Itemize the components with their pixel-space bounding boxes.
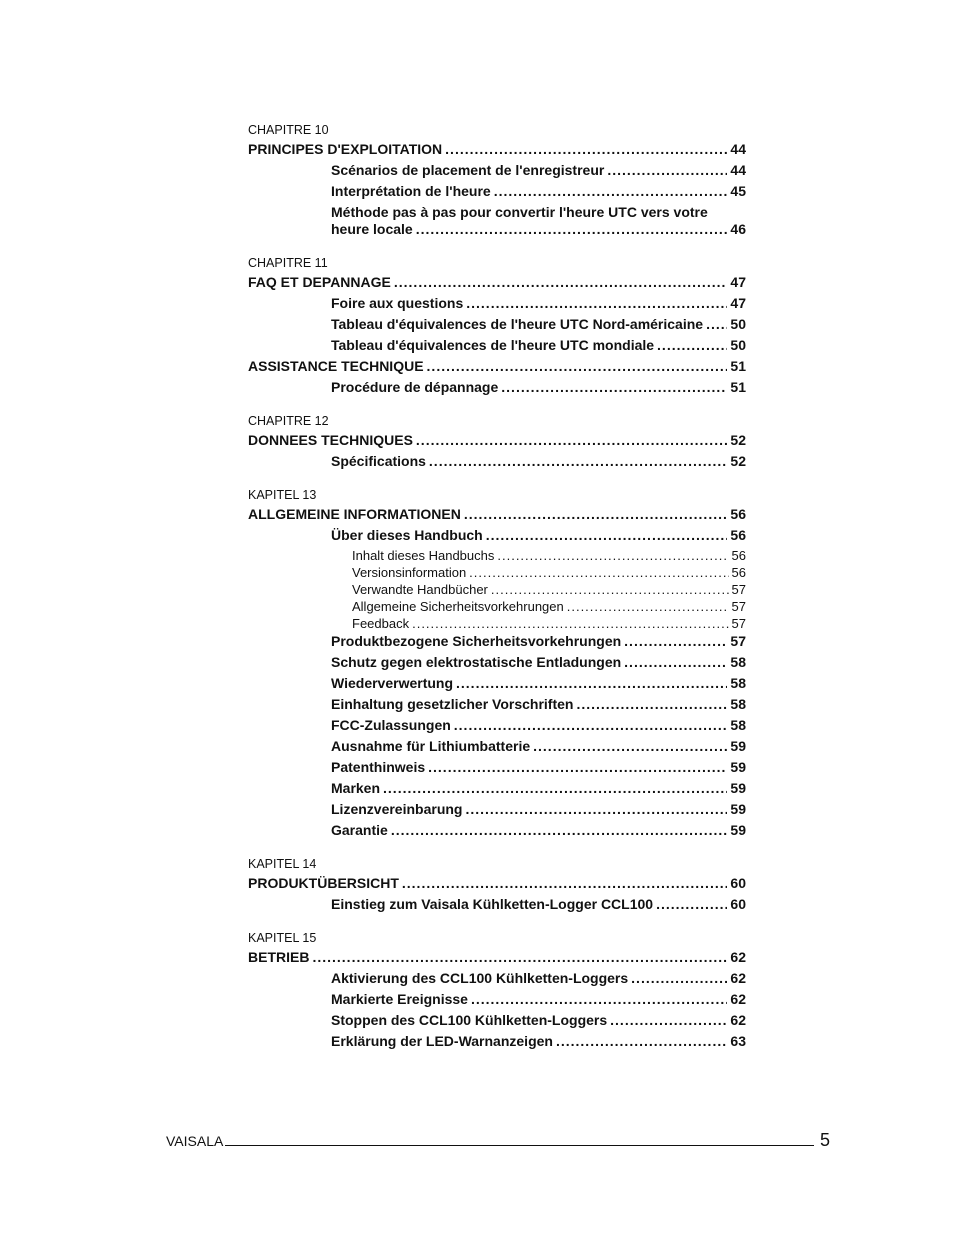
toc-chapter xyxy=(248,487,746,839)
dot-leader xyxy=(607,162,727,179)
dot-leader xyxy=(491,582,729,597)
dot-leader xyxy=(466,295,727,312)
chapter-label: KAPITEL 13 xyxy=(248,488,317,502)
toc-entry-title: Erklärung der LED-Warnanzeigen xyxy=(331,1033,553,1049)
toc-entry[interactable] xyxy=(331,738,746,755)
toc-entry[interactable] xyxy=(352,565,746,580)
toc-entry-page: 60 xyxy=(730,875,746,891)
toc-entry[interactable] xyxy=(331,822,746,839)
toc-entry-page: 57 xyxy=(731,599,746,614)
toc-entry-page: 59 xyxy=(730,780,746,796)
toc-entry-page: 52 xyxy=(730,453,746,469)
toc-entry[interactable] xyxy=(352,582,746,597)
toc-entry-title: Scénarios de placement de l'enregistreur xyxy=(331,162,605,178)
toc-entry-page: 47 xyxy=(730,274,746,290)
toc-entry[interactable] xyxy=(248,274,746,291)
toc-entry-title: Aktivierung des CCL100 Kühlketten-Loggers xyxy=(331,970,629,986)
page-footer xyxy=(166,1130,830,1151)
toc-entry-title: heure locale xyxy=(331,221,413,237)
dot-leader xyxy=(631,970,727,987)
toc-entry[interactable] xyxy=(248,506,746,523)
dot-leader xyxy=(416,221,728,238)
toc-entry-page: 58 xyxy=(730,696,746,712)
chapter-label: KAPITEL 14 xyxy=(248,857,317,871)
toc-entry[interactable] xyxy=(248,949,746,966)
dot-leader xyxy=(312,949,727,966)
toc-entry-page: 45 xyxy=(730,183,746,199)
dot-leader xyxy=(556,1033,727,1050)
toc-entry-title: Über dieses Handbuch xyxy=(331,527,483,543)
toc-entry-page: 47 xyxy=(730,295,746,311)
toc-entry[interactable] xyxy=(331,162,746,179)
dot-leader xyxy=(464,506,728,523)
toc-entry-page: 51 xyxy=(730,379,746,395)
toc-entry-page: 56 xyxy=(730,527,746,543)
dot-leader xyxy=(456,675,727,692)
toc-entry-page: 60 xyxy=(730,896,746,912)
toc-chapter xyxy=(248,413,746,470)
toc-entry[interactable] xyxy=(331,717,746,734)
table-of-contents xyxy=(248,122,746,1067)
toc-entry-page: 44 xyxy=(730,141,746,157)
toc-entry-page: 56 xyxy=(731,565,746,580)
toc-entry[interactable] xyxy=(331,696,746,713)
toc-entry-page: 62 xyxy=(730,1012,746,1028)
toc-entry-title: Procédure de dépannage xyxy=(331,379,499,395)
toc-entry[interactable] xyxy=(352,599,746,614)
toc-entry-title: FAQ ET DEPANNAGE xyxy=(248,274,391,290)
dot-leader xyxy=(465,801,727,818)
toc-entry[interactable] xyxy=(352,616,746,631)
toc-entry-page: 62 xyxy=(730,991,746,1007)
toc-entry-page: 57 xyxy=(730,633,746,649)
toc-entry-page: 57 xyxy=(731,582,746,597)
toc-entry-title: Versionsinformation xyxy=(352,565,467,580)
toc-entry[interactable] xyxy=(331,654,746,671)
toc-entry-title: Produktbezogene Sicherheitsvorkehrungen xyxy=(331,633,622,649)
toc-entry-page: 56 xyxy=(730,506,746,522)
dot-leader xyxy=(657,337,727,354)
toc-entry-title: Patenthinweis xyxy=(331,759,426,775)
chapter-label: CHAPITRE 10 xyxy=(248,123,329,137)
toc-entry[interactable] xyxy=(331,183,746,200)
toc-chapter xyxy=(248,856,746,913)
toc-entry-page: 62 xyxy=(730,970,746,986)
dot-leader xyxy=(402,875,728,892)
dot-leader xyxy=(533,738,727,755)
toc-entry[interactable] xyxy=(331,780,746,797)
toc-entry-page: 56 xyxy=(731,548,746,563)
toc-entry[interactable] xyxy=(331,221,746,238)
toc-entry-title: Foire aux questions xyxy=(331,295,464,311)
toc-entry[interactable] xyxy=(331,633,746,650)
dot-leader xyxy=(656,896,727,913)
toc-entry-page: 59 xyxy=(730,801,746,817)
toc-entry[interactable] xyxy=(248,141,746,158)
toc-entry-page: 58 xyxy=(730,654,746,670)
toc-entry-page: 51 xyxy=(730,358,746,374)
dot-leader xyxy=(469,565,728,580)
toc-entry[interactable] xyxy=(331,675,746,692)
chapter-label: KAPITEL 15 xyxy=(248,931,317,945)
dot-leader xyxy=(706,316,727,333)
dot-leader xyxy=(576,696,727,713)
toc-entry-page: 59 xyxy=(730,759,746,775)
toc-entry-title: Tableau d'équivalences de l'heure UTC mondiale xyxy=(331,337,655,353)
toc-entry[interactable] xyxy=(331,991,746,1008)
toc-chapter xyxy=(248,930,746,1050)
toc-entry[interactable] xyxy=(331,1012,746,1029)
toc-entry-title: BETRIEB xyxy=(248,949,310,965)
toc-entry-title-line1: Méthode pas à pas pour convertir l'heure UTC vers votre xyxy=(331,204,708,220)
toc-entry[interactable] xyxy=(331,337,746,354)
toc-entry-title: ASSISTANCE TECHNIQUE xyxy=(248,358,424,374)
dot-leader xyxy=(497,548,728,563)
dot-leader xyxy=(567,599,729,614)
toc-entry-title: Spécifications xyxy=(331,453,426,469)
toc-entry[interactable] xyxy=(331,295,746,312)
toc-entry[interactable] xyxy=(331,379,746,396)
toc-entry-title: Stoppen des CCL100 Kühlketten-Loggers xyxy=(331,1012,608,1028)
dot-leader xyxy=(501,379,727,396)
toc-entry[interactable] xyxy=(331,527,746,544)
dot-leader xyxy=(412,616,728,631)
dot-leader xyxy=(391,822,728,839)
dot-leader xyxy=(494,183,728,200)
toc-entry-multiline[interactable] xyxy=(331,204,746,238)
toc-entry-title: Ausnahme für Lithiumbatterie xyxy=(331,738,531,754)
footer-company: VAISALA xyxy=(166,1133,224,1149)
dot-leader xyxy=(429,453,728,470)
dot-leader xyxy=(486,527,728,544)
toc-entry[interactable] xyxy=(331,316,746,333)
toc-entry-title: Einstieg zum Vaisala Kühlketten-Logger CCL100 xyxy=(331,896,654,912)
toc-entry[interactable] xyxy=(331,759,746,776)
toc-entry[interactable] xyxy=(248,358,746,375)
toc-entry-page: 52 xyxy=(730,432,746,448)
dot-leader xyxy=(624,654,727,671)
toc-entry[interactable] xyxy=(331,801,746,818)
dot-leader xyxy=(427,358,728,375)
toc-entry[interactable] xyxy=(331,970,746,987)
toc-entry-page: 57 xyxy=(731,616,746,631)
toc-entry-page: 59 xyxy=(730,822,746,838)
toc-entry[interactable] xyxy=(331,453,746,470)
dot-leader xyxy=(445,141,727,158)
toc-entry-title: PRODUKTÜBERSICHT xyxy=(248,875,399,891)
dot-leader xyxy=(428,759,727,776)
dot-leader xyxy=(454,717,728,734)
toc-entry-title: Lizenzvereinbarung xyxy=(331,801,463,817)
toc-entry-title: Marken xyxy=(331,780,381,796)
toc-entry-page: 58 xyxy=(730,717,746,733)
dot-leader xyxy=(394,274,728,291)
toc-entry[interactable] xyxy=(331,896,746,913)
toc-chapter xyxy=(248,255,746,396)
dot-leader xyxy=(471,991,727,1008)
toc-entry-title: FCC-Zulassungen xyxy=(331,717,451,733)
toc-entry-page: 44 xyxy=(730,162,746,178)
toc-entry-title: Feedback xyxy=(352,616,410,631)
toc-entry[interactable] xyxy=(248,875,746,892)
toc-entry-page: 63 xyxy=(730,1033,746,1049)
toc-entry-page: 58 xyxy=(730,675,746,691)
toc-entry-title: Allgemeine Sicherheitsvorkehrungen xyxy=(352,599,564,614)
chapter-label: CHAPITRE 12 xyxy=(248,414,329,428)
toc-entry-title: DONNEES TECHNIQUES xyxy=(248,432,413,448)
toc-entry-title: Markierte Ereignisse xyxy=(331,991,468,1007)
dot-leader xyxy=(416,432,728,449)
toc-entry-title: Einhaltung gesetzlicher Vorschriften xyxy=(331,696,574,712)
toc-entry-title: Inhalt dieses Handbuchs xyxy=(352,548,495,563)
toc-chapter xyxy=(248,122,746,238)
toc-entry-page: 62 xyxy=(730,949,746,965)
dot-leader xyxy=(624,633,727,650)
toc-entry-title: Interprétation de l'heure xyxy=(331,183,491,199)
toc-entry-title: PRINCIPES D'EXPLOITATION xyxy=(248,141,443,157)
footer-rule xyxy=(225,1131,814,1146)
toc-entry-title: Wiederverwertung xyxy=(331,675,454,691)
toc-entry-title: Garantie xyxy=(331,822,388,838)
toc-entry-page: 50 xyxy=(730,337,746,353)
toc-entry-title: Verwandte Handbücher xyxy=(352,582,488,597)
dot-leader xyxy=(610,1012,727,1029)
toc-entry[interactable] xyxy=(352,548,746,563)
toc-entry[interactable] xyxy=(248,432,746,449)
dot-leader xyxy=(383,780,727,797)
toc-entry-title: Tableau d'équivalences de l'heure UTC Nord-américaine xyxy=(331,316,704,332)
toc-entry-title: ALLGEMEINE INFORMATIONEN xyxy=(248,506,461,522)
chapter-label: CHAPITRE 11 xyxy=(248,256,328,270)
toc-entry[interactable] xyxy=(331,1033,746,1050)
page-number: 5 xyxy=(819,1130,830,1150)
toc-entry-page: 50 xyxy=(730,316,746,332)
toc-entry-page: 59 xyxy=(730,738,746,754)
toc-entry-title: Schutz gegen elektrostatische Entladungen xyxy=(331,654,622,670)
toc-entry-page: 46 xyxy=(730,221,746,237)
